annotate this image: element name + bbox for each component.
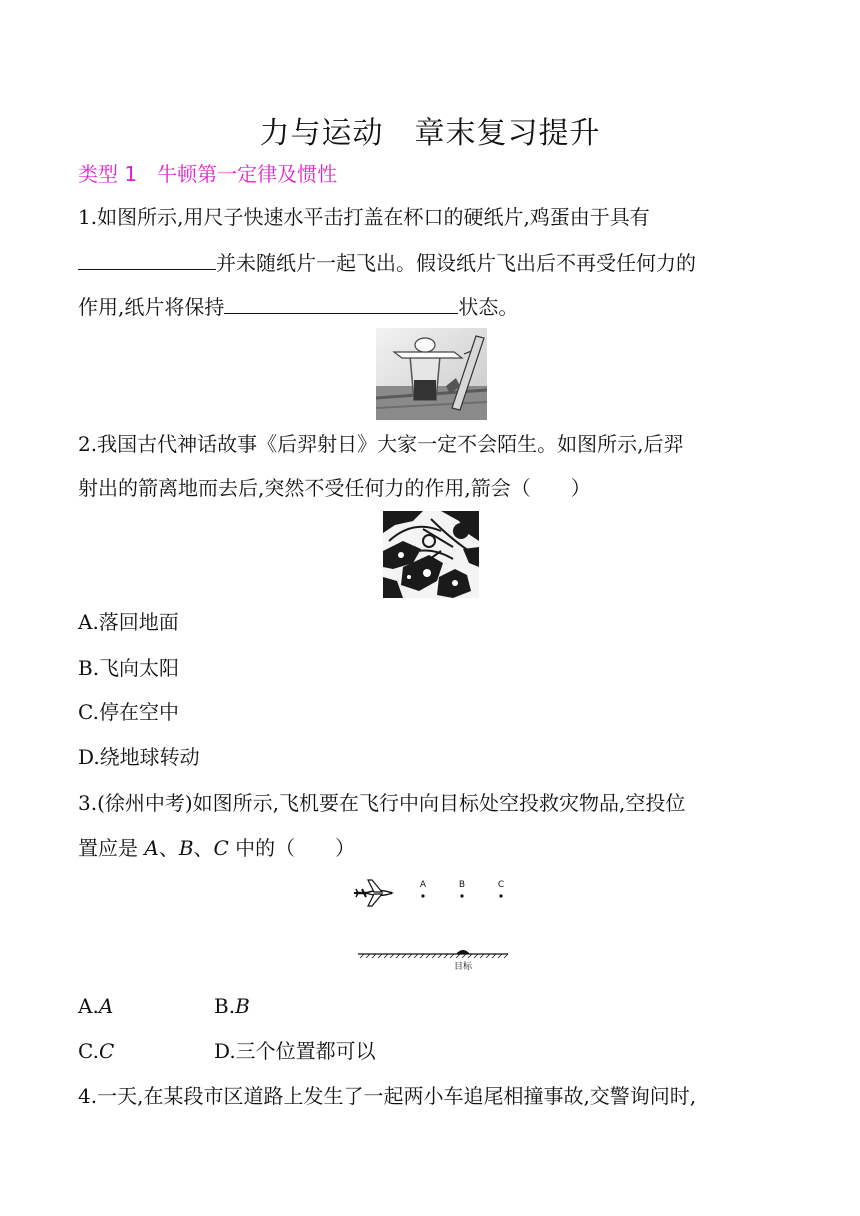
- target-label: 目标: [453, 962, 473, 972]
- q1-line-2: [78, 249, 696, 277]
- q2-line-1: 2.我国古代神话故事《后羿射日》大家一定不会陌生。如图所示,后羿: [78, 432, 684, 456]
- q3-line-1: 3.(徐州中考)如图所示,飞机要在飞行中向目标处空投救灾物品,空投位: [78, 791, 686, 815]
- q3-point-a: A: [144, 836, 159, 860]
- q1-line-3: [78, 293, 518, 321]
- q2-option-d[interactable]: D.绕地球转动: [78, 745, 200, 769]
- q3-sep-2: 、: [193, 836, 214, 860]
- section-heading: 类型 1 牛顿第一定律及惯性: [78, 162, 338, 186]
- q1-answer-blank-1[interactable]: [78, 251, 216, 270]
- target-marker: [456, 950, 470, 954]
- q1-answer-blank-2[interactable]: [224, 295, 458, 314]
- drop-point-a: [421, 894, 424, 897]
- q2-option-a[interactable]: A.落回地面: [78, 610, 179, 634]
- q1-line-1: 1.如图所示,用尺子快速水平击打盖在杯口的硬纸片,鸡蛋由于具有: [78, 205, 650, 229]
- airplane-icon: [354, 880, 392, 906]
- q3-point-c: C: [213, 836, 229, 860]
- drop-point-c: [499, 894, 502, 897]
- hou-yi-shooting-suns-figure: [383, 511, 479, 598]
- drop-label-b: B: [458, 880, 466, 890]
- q1-line-3-suffix: 状态。: [458, 295, 519, 319]
- q2-line-2: 射出的箭离地而去后,突然不受任何力的作用,箭会（ ）: [78, 476, 591, 500]
- page-title: 力与运动 章末复习提升: [259, 116, 601, 151]
- q4-line-1: 4.一天,在某段市区道路上发生了一起两小车追尾相撞事故,交警询问时,: [78, 1084, 697, 1108]
- q3-option-d[interactable]: D.三个位置都可以: [214, 1039, 376, 1063]
- q3-line-2-suffix: 中的（ ）: [228, 836, 356, 860]
- q1-line-3-text: 作用,纸片将保持: [78, 295, 225, 319]
- airplane-drop-figure: [352, 876, 512, 972]
- q1-line-2-text: 并未随纸片一起飞出。假设纸片飞出后不再受任何力的: [216, 251, 696, 275]
- q3-point-b: B: [178, 836, 194, 860]
- q2-option-b[interactable]: B.飞向太阳: [78, 656, 180, 680]
- ground-line: [358, 954, 508, 958]
- egg-cup-figure: [376, 328, 487, 420]
- q3-options-row-1: [78, 992, 478, 1020]
- q3-line-2: [78, 834, 355, 862]
- drop-point-b: [460, 894, 463, 897]
- drop-label-c: C: [497, 880, 505, 890]
- drop-label-a: A: [419, 880, 427, 890]
- q3-option-c[interactable]: C.C: [78, 1039, 115, 1063]
- q3-line-2-prefix: 置应是: [78, 836, 145, 860]
- q2-option-c[interactable]: C.停在空中: [78, 700, 179, 724]
- q3-option-a[interactable]: A.A: [78, 994, 114, 1018]
- q3-sep-1: 、: [158, 836, 179, 860]
- q3-option-b[interactable]: B.B: [214, 994, 250, 1018]
- q3-options-row-2: [78, 1037, 478, 1065]
